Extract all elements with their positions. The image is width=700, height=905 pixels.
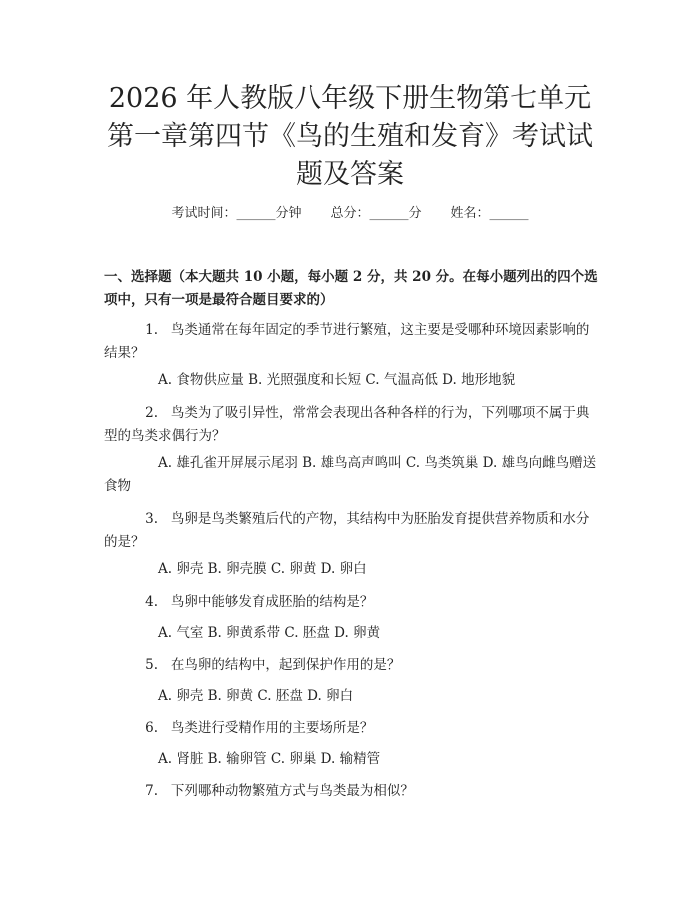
- question-1-options: A. 食物供应量 B. 光照强度和长短 C. 气温高低 D. 地形地貌: [158, 372, 516, 388]
- question-6: [104, 717, 601, 740]
- question-7: [104, 780, 601, 803]
- question-text: 鸟卵是鸟类繁殖后代的产物，其结构中为胚胎发育提供营养物质和水分的是？: [104, 511, 590, 550]
- question-6-options: A. 肾脏 B. 输卵管 C. 卵巢 D. 输精管: [158, 751, 381, 767]
- question-number: 3.: [145, 511, 158, 527]
- question-text: 在鸟卵的结构中，起到保护作用的是？: [170, 657, 401, 673]
- question-number: 4.: [145, 594, 158, 610]
- question-2-options: A. 雄孔雀开屏展示尾羽 B. 雄鸟高声鸣叫 C. 鸟类筑巢 D. 雄鸟向雌鸟赠送食物: [104, 455, 597, 494]
- question-text: 下列哪种动物繁殖方式与鸟类最为相似？: [170, 783, 414, 799]
- question-number: 1.: [145, 322, 158, 338]
- question-text: 鸟卵中能够发育成胚胎的结构是？: [170, 594, 374, 610]
- question-number: 5.: [145, 657, 158, 673]
- question-text: 鸟类通常在每年固定的季节进行繁殖，这主要是受哪种环境因素影响的结果？: [104, 322, 590, 361]
- document-title: 2026 年人教版八年级下册生物第七单元第一章第四节《鸟的生殖和发育》考试试题及答案: [107, 83, 593, 190]
- exam-info: [0, 204, 700, 224]
- question-1: [104, 319, 601, 365]
- question-5-options: A. 卵壳 B. 卵黄 C. 胚盘 D. 卵白: [158, 688, 354, 704]
- question-4-options: A. 气室 B. 卵黄系带 C. 胚盘 D. 卵黄: [158, 625, 381, 641]
- question-number: 6.: [145, 720, 158, 736]
- question-5: [104, 654, 601, 677]
- question-4: [104, 591, 601, 614]
- section-heading: 一、选择题（本大题共 10 小题，每小题 2 分，共 20 分。在每小题列出的四个选项中，只有一项是最符合题目要求的）: [104, 269, 598, 308]
- question-text: 鸟类为了吸引异性，常常会表现出各种各样的行为，下列哪项不属于典型的鸟类求偶行为？: [104, 405, 590, 444]
- exam-score: 总分：______分: [330, 206, 422, 221]
- question-2: [104, 402, 601, 448]
- question-text: 鸟类进行受精作用的主要场所是？: [170, 720, 374, 736]
- question-number: 7.: [145, 783, 158, 799]
- question-3: [104, 508, 601, 554]
- question-number: 2.: [145, 405, 158, 421]
- exam-time: 考试时间：______分钟: [171, 206, 302, 221]
- question-3-options: A. 卵壳 B. 卵壳膜 C. 卵黄 D. 卵白: [158, 561, 367, 577]
- student-name: 姓名：______: [450, 206, 529, 221]
